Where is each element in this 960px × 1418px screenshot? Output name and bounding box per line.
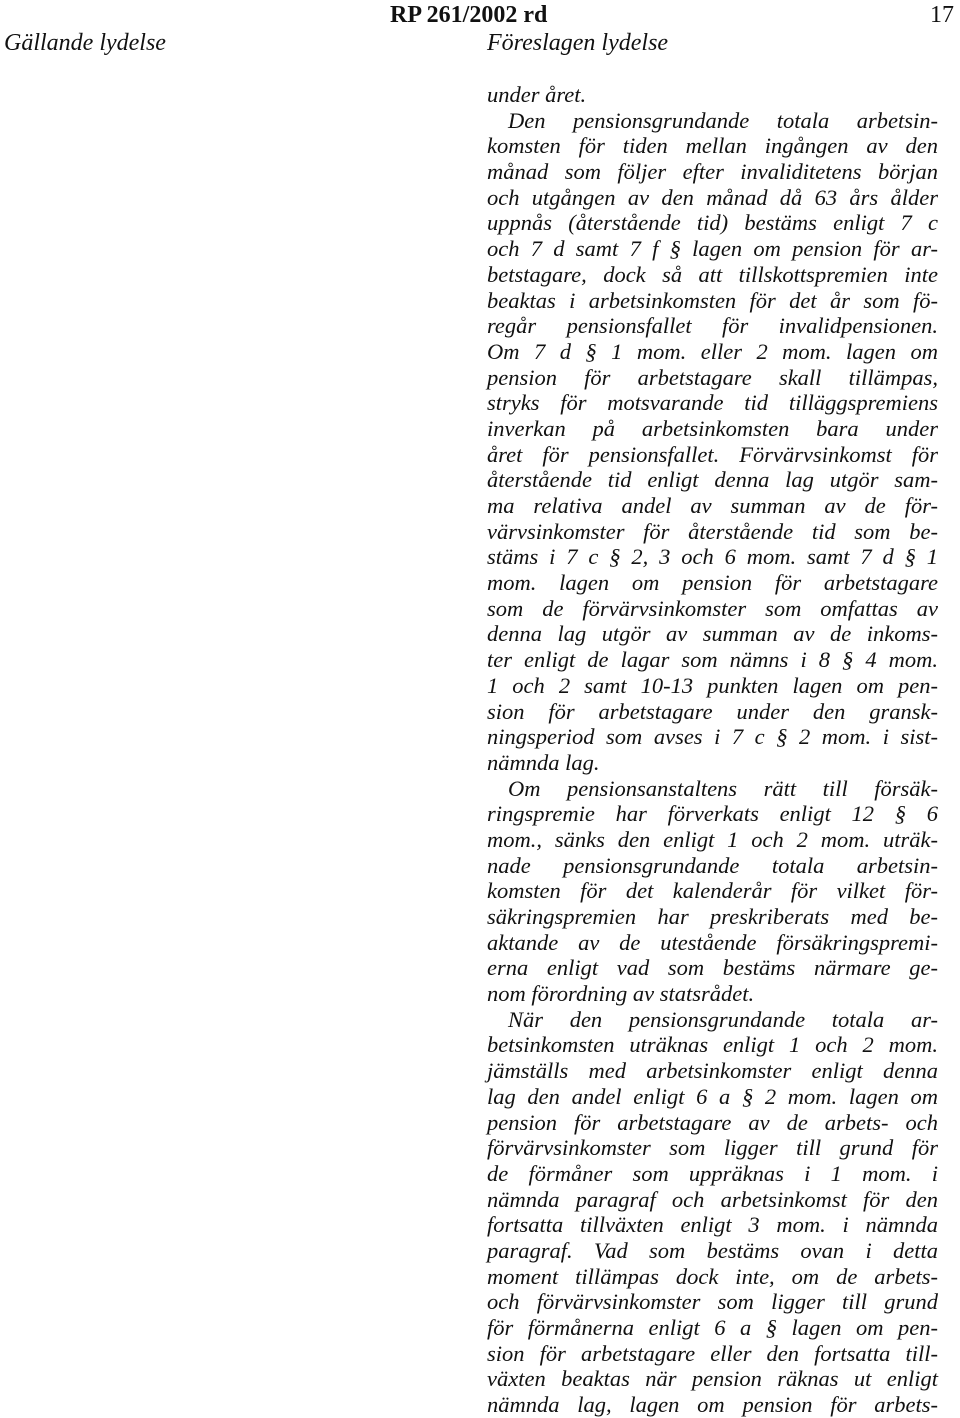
text-line: komsten för tiden mellan ingången av den bbox=[487, 133, 938, 159]
text-line: året för pensionsfallet. Förvärvsinkomst för bbox=[487, 441, 938, 467]
text-line: växten beaktas när pension räknas ut enligt bbox=[487, 1366, 938, 1392]
text-line: nämnda lag. bbox=[487, 749, 600, 775]
document-id: RP 261/2002 rd bbox=[390, 2, 548, 28]
text-line: sion för arbetstagare eller den fortsatta till- bbox=[487, 1340, 938, 1366]
text-line: nämnda paragraf och arbetsinkomst för den bbox=[487, 1186, 938, 1212]
page-number: 17 bbox=[930, 2, 954, 28]
text-line: nade pensionsgrundande totala arbetsin- bbox=[487, 852, 938, 878]
text-line: och förvärvsinkomster som ligger till grund bbox=[487, 1289, 938, 1315]
text-line: stäms i 7 c § 2, 3 och 6 mom. samt 7 d § 1 bbox=[487, 544, 938, 570]
text-line: komsten för det kalenderår för vilket för- bbox=[487, 878, 938, 904]
text-line: ter enligt de lagar som nämns i 8 § 4 mom. bbox=[487, 647, 938, 673]
text-line: förvärvsinkomster som ligger till grund för bbox=[487, 1135, 938, 1161]
text-line: mom. lagen om pension för arbetstagare bbox=[487, 570, 938, 596]
text-line: fortsatta tillväxten enligt 3 mom. i nämnda bbox=[487, 1212, 938, 1238]
text-line: betstagare, dock så att tillskottspremien inte bbox=[487, 261, 938, 287]
text-line: När den pensionsgrundande totala ar- bbox=[508, 1006, 938, 1032]
text-line: för förmånerna enligt 6 a § lagen om pen- bbox=[487, 1315, 938, 1340]
text-line: ma relativa andel av summan av de för- bbox=[487, 493, 938, 518]
text-line: stryks för motsvarande tid tilläggspremiens bbox=[487, 390, 938, 416]
column-title-current: Gällande lydelse bbox=[4, 30, 166, 56]
text-line: beaktas i arbetsinkomsten för det år som fö- bbox=[487, 287, 938, 313]
text-line: pension för arbetstagare av de arbets- och bbox=[487, 1109, 938, 1135]
text-line: värvsinkomster för återstående tid som be- bbox=[487, 518, 938, 544]
text-line: under året. bbox=[487, 82, 587, 107]
text-line: denna lag utgör av summan av de inkoms- bbox=[487, 621, 938, 647]
text-line: Om 7 d § 1 mom. eller 2 mom. lagen om bbox=[487, 338, 938, 364]
text-line: återstående tid enligt denna lag utgör sam- bbox=[487, 467, 938, 493]
text-line: Den pensionsgrundande totala arbetsin- bbox=[508, 107, 938, 133]
text-line: erna enligt vad som bestäms närmare ge- bbox=[487, 955, 938, 981]
text-line: de förmåner som uppräknas i 1 mom. i bbox=[487, 1160, 938, 1186]
text-line: regår pensionsfallet för invalidpensionen. bbox=[487, 313, 938, 339]
text-line: betsinkomsten uträknas enligt 1 och 2 mom. bbox=[487, 1032, 938, 1058]
text-line: inverkan på arbetsinkomsten bara under bbox=[487, 415, 938, 441]
text-line: nom förordning av statsrådet. bbox=[487, 981, 755, 1007]
text-line: och utgången av den månad då 63 års ålder bbox=[487, 184, 938, 210]
text-line: ringspremie har förverkats enligt 12 § 6 bbox=[487, 801, 938, 827]
text-line: pension för arbetstagare skall tillämpas, bbox=[487, 364, 938, 390]
text-line: mom., sänks den enligt 1 och 2 mom. uträk- bbox=[487, 826, 938, 852]
text-line: och 7 d samt 7 f § lagen om pension för ar- bbox=[487, 236, 938, 262]
text-line: moment tillämpas dock inte, om de arbets- bbox=[487, 1263, 938, 1289]
text-line: lag den andel enligt 6 a § 2 mom. lagen om bbox=[487, 1083, 938, 1109]
page-header bbox=[0, 0, 960, 60]
text-line: paragraf. Vad som bestäms ovan i detta bbox=[487, 1237, 938, 1263]
text-line: Om pensionsanstaltens rätt till försäk- bbox=[508, 775, 938, 801]
text-line: säkringspremien har preskriberats med be- bbox=[487, 904, 938, 929]
text-line: månad som följer efter invaliditetens början bbox=[487, 159, 938, 185]
text-line: aktande av de utestående försäkringspremi- bbox=[487, 929, 938, 955]
text-line: ningsperiod som avses i 7 c § 2 mom. i sist- bbox=[487, 724, 938, 750]
text-line: uppnås (återstående tid) bestäms enligt 7 c bbox=[487, 210, 938, 236]
column-title-proposed: Föreslagen lydelse bbox=[487, 30, 669, 56]
proposed-text-column bbox=[487, 82, 938, 1418]
text-line: 1 och 2 samt 10-13 punkten lagen om pen- bbox=[487, 672, 938, 698]
text-line: nämnda lag, lagen om pension för arbets- bbox=[487, 1392, 938, 1418]
text-line: sion för arbetstagare under den gransk- bbox=[487, 698, 938, 724]
text-line: som de förvärvsinkomster som omfattas av bbox=[487, 595, 938, 621]
text-line: jämställs med arbetsinkomster enligt denna bbox=[487, 1058, 938, 1084]
